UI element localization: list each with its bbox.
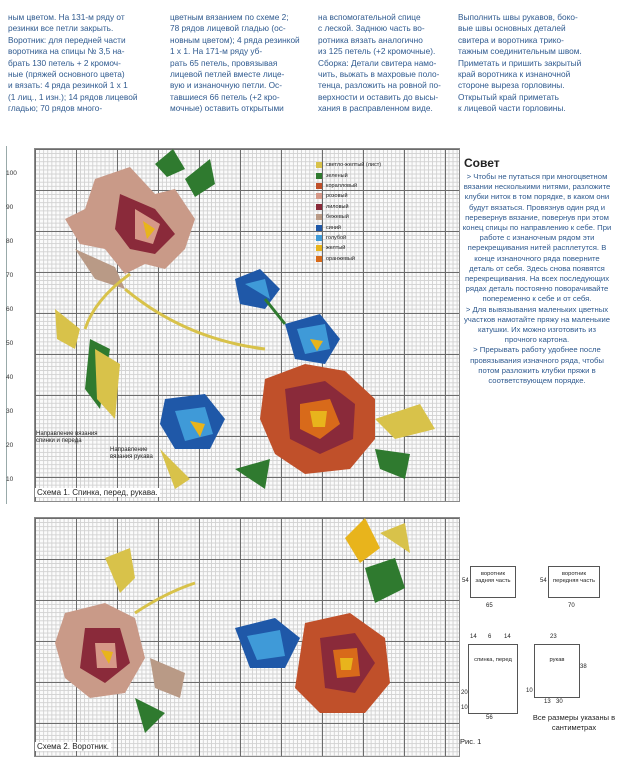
dim-70: 70 bbox=[568, 603, 575, 609]
advice-paragraph-2: > Для вывязывания маленьких цветных участков намотайте пряжу на маленькие катушки. Их можно изготовить из прочного картона. bbox=[463, 304, 611, 345]
flower-top-left bbox=[55, 149, 265, 419]
chart1-caption: Схема 1. Спинка, перед, рукава. bbox=[37, 488, 158, 497]
dim-13: 13 bbox=[544, 699, 551, 705]
back-front-piece bbox=[468, 644, 518, 714]
text-line: свитера и воротника трико- bbox=[458, 34, 564, 45]
text-line: новным цветом); 4 ряда резинкой bbox=[170, 34, 300, 45]
direction-label-sleeve: Направление вязания рукава bbox=[110, 447, 153, 460]
legend-swatch bbox=[316, 162, 322, 168]
dim-20: 20 bbox=[461, 690, 468, 696]
row-number: 30 bbox=[6, 408, 14, 415]
collar-front-piece bbox=[548, 566, 600, 598]
legend-swatch bbox=[316, 214, 322, 220]
text-line: ным цветом. На 131-м ряду от bbox=[8, 12, 125, 22]
text-line: 1 х 1. На 171-м ряду уб- bbox=[170, 46, 263, 57]
text-line: вую и изнаночную петли. Ос- bbox=[170, 80, 282, 91]
sleeve-label: рукав bbox=[549, 657, 565, 663]
text-line: край воротника к изнаночной bbox=[458, 69, 571, 80]
text-line: вые швы основных деталей bbox=[458, 23, 566, 34]
dim-54-front: 54 bbox=[540, 578, 547, 584]
advice-paragraph-3: > Прерывать работу удобнее после провязывания изначного ряда, чтобы потом разложить клубки пряжи в соответствующем порядке. bbox=[470, 345, 604, 386]
legend-item bbox=[316, 243, 381, 253]
text-line: Сборка: Детали свитера намо- bbox=[318, 57, 437, 68]
collar-back-piece bbox=[470, 566, 516, 598]
advice-title: Совет bbox=[464, 156, 500, 170]
text-line: 78 рядов лицевой гладью (ос- bbox=[170, 23, 286, 34]
row-number: 70 bbox=[6, 272, 14, 279]
color-legend bbox=[316, 160, 381, 264]
dim-65: 65 bbox=[486, 603, 493, 609]
legend-swatch bbox=[316, 173, 322, 179]
text-line: воротника на спицы № 3,5 на- bbox=[8, 46, 125, 57]
sleeve-piece bbox=[534, 644, 580, 698]
legend-item bbox=[316, 222, 381, 232]
collar-front-label: воротник передняя часть bbox=[553, 571, 595, 584]
row-number: 20 bbox=[6, 442, 14, 449]
legend-label: синий bbox=[326, 224, 342, 231]
row-number: 50 bbox=[6, 340, 14, 347]
dim-56: 56 bbox=[486, 715, 493, 721]
back-front-label: спинка, перед bbox=[474, 657, 512, 663]
legend-label: зеленый bbox=[326, 172, 348, 179]
chart1-motifs bbox=[35, 149, 459, 501]
legend-swatch bbox=[316, 225, 322, 231]
text-line: из 125 петель (+2 кромочные). bbox=[318, 46, 436, 57]
row-number: 60 bbox=[6, 306, 14, 313]
legend-label: оранжевый bbox=[326, 255, 355, 262]
text-line: тавшиеся 66 петель (+2 кро- bbox=[170, 91, 280, 102]
text-line: цветным вязанием по схеме 2; bbox=[170, 12, 289, 22]
legend-label: коралловый bbox=[326, 182, 358, 189]
text-line: стороне выреза горловины. bbox=[458, 80, 565, 91]
row-number: 10 bbox=[6, 476, 14, 483]
text-line: к лицевой части горловины. bbox=[458, 103, 566, 114]
sizes-note: Все размеры указаны в сантиметрах bbox=[532, 713, 616, 732]
legend-swatch bbox=[316, 245, 322, 251]
legend-item bbox=[316, 170, 381, 180]
legend-item bbox=[316, 160, 381, 170]
text-line: Приметать и пришить закрытый bbox=[458, 57, 582, 68]
text-column-1 bbox=[8, 12, 158, 115]
row-number: 90 bbox=[6, 204, 14, 211]
text-line: рать 65 петель, провязывая bbox=[170, 57, 278, 68]
row-number: 80 bbox=[6, 238, 14, 245]
chart2-caption: Схема 2. Воротник. bbox=[37, 742, 109, 751]
text-line: Выполнить швы рукавов, боко- bbox=[458, 12, 578, 22]
dim-14-right: 14 bbox=[504, 634, 511, 640]
text-line: хания в расправленном виде. bbox=[318, 103, 433, 114]
text-column-2 bbox=[170, 12, 310, 115]
text-line: тажным соединительным швом. bbox=[458, 46, 582, 57]
text-line: ротника вязать аналогично bbox=[318, 34, 423, 45]
row-number: 40 bbox=[6, 374, 14, 381]
legend-item bbox=[316, 181, 381, 191]
text-line: с леской. Заднюю часть во- bbox=[318, 23, 425, 34]
text-line: брать 130 петель + 2 кромоч- bbox=[8, 57, 121, 68]
legend-label: бежевый bbox=[326, 214, 349, 221]
legend-item bbox=[316, 202, 381, 212]
dim-10-right: 10 bbox=[526, 688, 533, 694]
dim-10-left: 10 bbox=[461, 705, 468, 711]
text-line: Воротник: для передней части bbox=[8, 34, 126, 45]
text-line: лицевой петлей вместе лице- bbox=[170, 69, 285, 80]
text-column-4 bbox=[458, 12, 608, 115]
orange-rose bbox=[235, 364, 435, 489]
legend-swatch bbox=[316, 204, 322, 210]
dim-6: 6 bbox=[488, 634, 492, 640]
dim-38: 38 bbox=[580, 664, 587, 670]
advice-paragraph-1: > Чтобы не путаться при многоцветном вязании несколькими нитями, разложите клубки ниток в том порядке, в каком они будут вязаться. Провязнув один ряд и перевернув вязание, повернув при этом конец спицы по направлению к себе. При работе с изнаночным рядом эти перекрещивания нитей расплетутся. В конце изнаночного ряда поверните деталь от себя. Здесь снова появятся перекрещивания. На всех последующих рядах деталь постоянно поворачивайте попеременно к себе и от себя. bbox=[462, 172, 612, 304]
legend-label: розовый bbox=[326, 193, 348, 200]
text-line: верхности и оставить до высы- bbox=[318, 91, 439, 102]
text-line: чить, выжать в махровые поло- bbox=[318, 69, 440, 80]
flower-left bbox=[55, 548, 195, 733]
text-line: ные (пряжей основного цвета) bbox=[8, 69, 125, 80]
legend-item bbox=[316, 191, 381, 201]
legend-label: светло-желтый (лист) bbox=[326, 162, 382, 169]
chart2-motifs bbox=[35, 518, 459, 756]
text-line: гладью; 70 рядов много- bbox=[8, 103, 103, 114]
text-line: мочные) оставить открытыми bbox=[170, 103, 284, 114]
text-line: тенца, разложить на ровной по- bbox=[318, 80, 441, 91]
knitting-chart-1 bbox=[34, 148, 460, 502]
text-line: (1 лиц., 1 изн.); 14 рядов лицевой bbox=[8, 91, 138, 102]
dim-54-back: 54 bbox=[462, 578, 469, 584]
legend-label: лиловый bbox=[326, 203, 349, 210]
collar-back-label: воротник задняя часть bbox=[475, 571, 511, 584]
blue-flower-bottom bbox=[160, 394, 225, 489]
row-number: 100 bbox=[6, 170, 17, 177]
text-line: на вспомогательной спице bbox=[318, 12, 421, 22]
legend-item bbox=[316, 212, 381, 222]
legend-swatch bbox=[316, 183, 322, 189]
dim-23: 23 bbox=[550, 634, 557, 640]
legend-label: голубой bbox=[326, 234, 347, 241]
legend-label: желтый bbox=[326, 245, 346, 252]
legend-swatch bbox=[316, 193, 322, 199]
legend-item bbox=[316, 233, 381, 243]
legend-swatch bbox=[316, 256, 322, 262]
text-line: и вязать: 4 ряда резинкой 1 х 1 bbox=[8, 80, 128, 91]
blue-flowers bbox=[235, 269, 340, 364]
text-column-3 bbox=[318, 12, 448, 115]
knitting-chart-2 bbox=[34, 517, 460, 757]
text-line: резинки все петли закрыть. bbox=[8, 23, 114, 34]
text-line: Открытый край приметать bbox=[458, 91, 560, 102]
dim-14-left: 14 bbox=[470, 634, 477, 640]
legend-swatch bbox=[316, 235, 322, 241]
legend-item bbox=[316, 254, 381, 264]
direction-label-back-front: Направление вязания спинки и переда bbox=[36, 431, 98, 444]
dim-30: 30 bbox=[556, 699, 563, 705]
flower-right bbox=[235, 518, 410, 713]
advice-box bbox=[462, 156, 612, 386]
figure-label: Рис. 1 bbox=[460, 737, 482, 746]
